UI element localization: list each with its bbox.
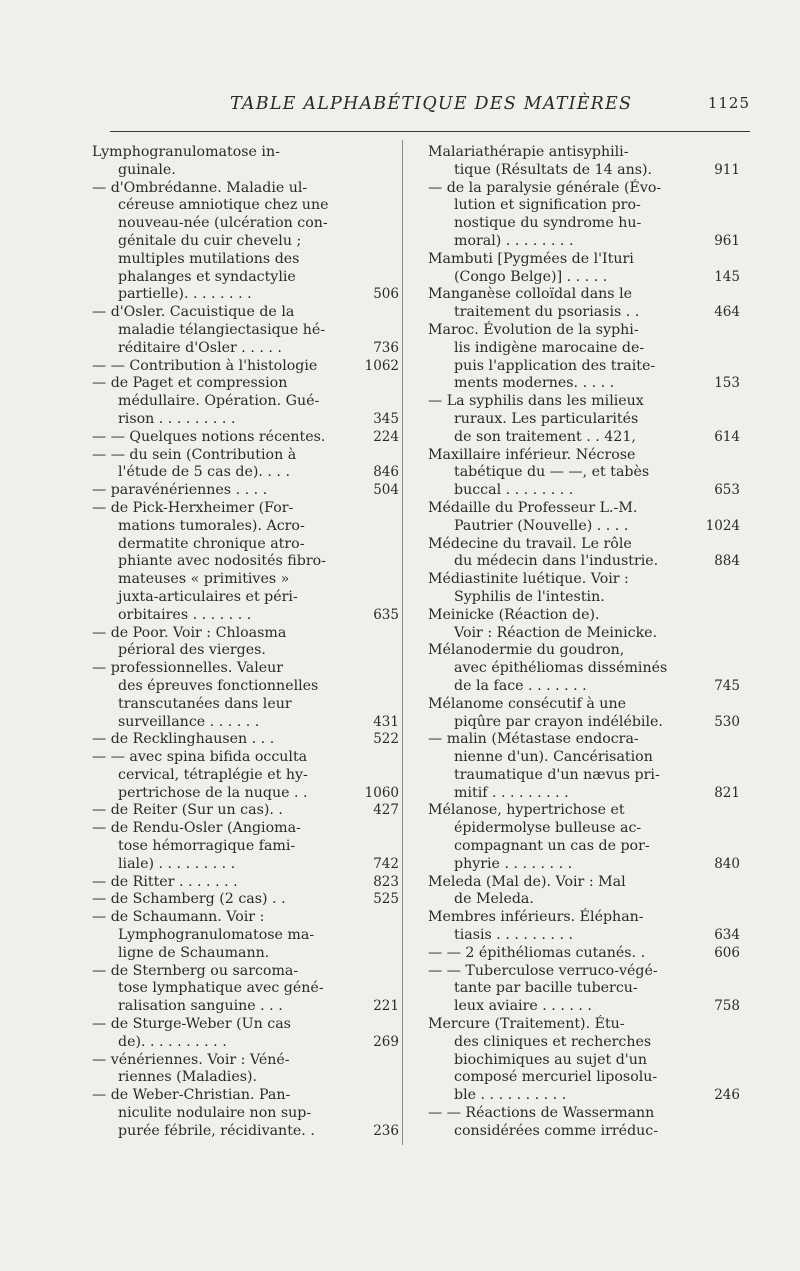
entry-line: Lymphogranulomatose ma- <box>118 927 315 944</box>
entry-line: Mélanome consécutif à une <box>428 695 626 712</box>
entry-line: — de Sternberg ou sarcoma- <box>92 962 299 979</box>
entry-line: Lymphogranulomatose in- <box>92 144 280 160</box>
index-entry <box>92 731 399 749</box>
entry-page-number: 522 <box>373 731 399 748</box>
entry-page-number: 269 <box>373 1033 399 1050</box>
entry-line: Maroc. Évolution de la syphi- <box>428 321 639 338</box>
entry-line: — — 2 épithéliomas cutanés. . <box>428 944 646 961</box>
entry-line: Meinicke (Réaction de). <box>428 606 600 623</box>
entry-line: pertrichose de la nuque . . <box>118 784 308 801</box>
entry-line: des cliniques et recherches <box>454 1033 652 1050</box>
index-entry <box>428 393 740 446</box>
entry-line: — — Contribution à l'histologie <box>92 357 318 374</box>
entry-line: — de Pick-Herxheimer (For- <box>92 499 294 516</box>
entry-line: Médiastinite luétique. Voir : <box>428 571 629 588</box>
entry-line: maladie télangiectasique hé- <box>118 321 326 338</box>
entry-line: — malin (Métastase endocra- <box>428 731 639 748</box>
entry-line: dermatite chronique atro- <box>118 535 305 552</box>
entry-line: (Congo Belge)] . . . . . <box>454 268 608 285</box>
entry-line: traitement du psoriasis . . <box>454 304 640 321</box>
entry-line: tabétique du — —, et tabès <box>454 464 650 481</box>
index-entry <box>92 144 364 180</box>
index-entry <box>428 642 740 695</box>
entry-line: composé mercuriel liposolu- <box>454 1069 658 1086</box>
entry-line: Malariathérapie antisyphili- <box>428 144 629 160</box>
entry-line: avec épithéliomas disséminés <box>454 660 668 677</box>
entry-line: lution et signification pro- <box>454 197 641 214</box>
entry-line: phalanges et syndactylie <box>118 268 296 285</box>
entry-line: — vénériennes. Voir : Véné- <box>92 1051 290 1068</box>
entry-line: Syphilis de l'intestin. <box>454 588 605 605</box>
entry-line: biochimiques au sujet d'un <box>454 1051 647 1068</box>
index-entry <box>428 802 740 873</box>
entry-line: orbitaires . . . . . . . <box>118 606 252 623</box>
entry-line: riennes (Maladies). <box>118 1069 258 1086</box>
entry-line: médullaire. Opération. Gué- <box>118 393 320 410</box>
entry-line: des épreuves fonctionnelles <box>118 677 319 694</box>
index-entry <box>428 321 740 393</box>
index-entry <box>92 375 399 428</box>
entry-page-number: 635 <box>373 606 399 623</box>
entry-line: Membres inférieurs. Éléphan- <box>428 909 644 926</box>
index-entry <box>428 179 740 251</box>
entry-line: ligne de Schaumann. <box>118 944 270 961</box>
entry-line: — de Rendu-Osler (Angioma- <box>92 820 301 837</box>
entry-page-number: 1060 <box>364 784 399 801</box>
entry-line: juxta-articulaires et péri- <box>118 588 298 605</box>
entry-line: Mambuti [Pygmées de l'Ituri <box>428 250 634 267</box>
entry-line: Médaille du Professeur L.-M. <box>428 499 638 516</box>
entry-line: de). . . . . . . . . . <box>118 1033 227 1050</box>
entry-line: rison . . . . . . . . . <box>118 410 236 427</box>
index-entry <box>428 1016 740 1105</box>
entry-line: — — avec spina bifida occulta <box>92 749 308 766</box>
entry-line: phyrie . . . . . . . . <box>454 855 573 872</box>
entry-page-number: 634 <box>714 927 740 944</box>
entry-line: Médecine du travail. Le rôle <box>428 535 632 552</box>
entry-page-number: 431 <box>373 713 399 730</box>
index-entry <box>428 446 740 500</box>
entry-line: ruraux. Les particularités <box>454 410 639 427</box>
entry-page-number: 961 <box>714 232 740 249</box>
entry-line: phiante avec nodosités fibro- <box>118 553 326 570</box>
entry-line: — de Schamberg (2 cas) . . <box>92 891 286 908</box>
entry-line: ments modernes. . . . . <box>454 375 615 392</box>
entry-line: partielle). . . . . . . . <box>118 286 252 303</box>
header-rule <box>110 131 750 132</box>
entry-page-number: 840 <box>714 855 740 872</box>
index-entry <box>92 891 399 909</box>
entry-page-number: 224 <box>373 428 399 445</box>
entry-line: transcutanées dans leur <box>118 695 292 712</box>
entry-line: périoral des vierges. <box>118 642 266 659</box>
entry-page-number: 506 <box>373 286 399 303</box>
index-entry <box>428 144 740 180</box>
index-entry <box>92 304 399 357</box>
index-entry <box>428 874 680 910</box>
entry-page-number: 530 <box>714 713 740 730</box>
index-entry <box>92 909 364 962</box>
entry-line: — de Sturge-Weber (Un cas <box>92 1016 291 1033</box>
index-entry <box>92 962 399 1016</box>
index-entry <box>92 625 364 661</box>
index-entry <box>92 179 399 305</box>
entry-page-number: 1062 <box>364 357 399 374</box>
entry-page-number: 464 <box>714 304 740 321</box>
entry-page-number: 846 <box>373 464 399 481</box>
entry-line: mitif . . . . . . . . . <box>454 784 569 801</box>
index-entry <box>428 607 680 643</box>
entry-page-number: 427 <box>373 802 399 819</box>
entry-line: niculite nodulaire non sup- <box>118 1105 312 1122</box>
entry-line: réditaire d'Osler . . . . . <box>118 339 282 356</box>
index-entry <box>92 749 399 802</box>
entry-line: céreuse amniotique chez une <box>118 197 329 214</box>
index-entry <box>428 695 740 732</box>
index-entry <box>428 250 740 287</box>
entry-line: cervical, tétraplégie et hy- <box>118 766 308 783</box>
entry-line: génitale du cuir chevelu ; <box>118 232 302 249</box>
entry-page-number: 742 <box>373 855 399 872</box>
entry-line: tose hémorragique fami- <box>118 838 296 855</box>
entry-line: épidermolyse bulleuse ac- <box>454 820 642 837</box>
index-entry <box>92 446 399 483</box>
entry-line: considérées comme irréduc- <box>454 1122 659 1139</box>
index-entry <box>92 499 399 625</box>
entry-line: piqûre par crayon indélébile. <box>454 713 663 730</box>
entry-line: — de Schaumann. Voir : <box>92 909 265 926</box>
entry-line: buccal . . . . . . . . <box>454 482 574 499</box>
entry-line: liale) . . . . . . . . . <box>118 855 236 872</box>
entry-page-number: 504 <box>373 482 399 499</box>
index-entry <box>428 571 680 607</box>
entry-page-number: 745 <box>714 677 740 694</box>
entry-line: du médecin dans l'industrie. <box>454 553 659 570</box>
column-divider <box>402 140 403 1145</box>
entry-line: tose lymphatique avec géné- <box>118 980 324 997</box>
entry-line: Maxillaire inférieur. Nécrose <box>428 446 636 463</box>
index-entry <box>428 1105 680 1141</box>
entry-line: Manganèse colloïdal dans le <box>428 286 633 303</box>
entry-page-number: 614 <box>714 428 740 445</box>
left-column <box>92 144 399 1141</box>
entry-page-number: 525 <box>373 891 399 908</box>
running-title: TABLE ALPHABÉTIQUE DES MATIÈRES <box>230 94 633 114</box>
index-entry <box>428 944 740 963</box>
entry-line: nostique du syndrome hu- <box>454 215 642 232</box>
entry-line: traumatique d'un nævus pri- <box>454 766 660 783</box>
index-entry <box>428 499 740 536</box>
index-entry <box>428 286 740 322</box>
entry-line: — paravénériennes . . . . <box>92 482 268 499</box>
entry-page-number: 758 <box>714 998 740 1015</box>
index-entry <box>92 802 399 820</box>
entry-line: Voir : Réaction de Meinicke. <box>454 624 658 641</box>
entry-line: — d'Ombrédanne. Maladie ul- <box>92 179 308 196</box>
index-entry <box>428 962 740 1016</box>
entry-line: purée fébrile, récidivante. . <box>118 1122 315 1139</box>
entry-page-number: 145 <box>714 268 740 285</box>
entry-page-number: 221 <box>373 998 399 1015</box>
right-column <box>428 144 740 1141</box>
entry-line: — — Tuberculose verruco-végé- <box>428 962 658 979</box>
entry-page-number: 911 <box>714 161 740 178</box>
entry-line: — La syphilis dans les milieux <box>428 393 644 410</box>
entry-line: — de Recklinghausen . . . <box>92 731 275 748</box>
entry-line: leux aviaire . . . . . . <box>454 998 592 1015</box>
index-entry <box>92 1087 399 1140</box>
entry-line: — d'Osler. Cacuistique de la <box>92 304 295 321</box>
entry-page-number: 345 <box>373 410 399 427</box>
index-entry <box>428 731 740 802</box>
entry-line: ble . . . . . . . . . . <box>454 1087 567 1104</box>
index-entry <box>428 535 740 572</box>
entry-line: Mélanodermie du goudron, <box>428 642 625 659</box>
entry-line: tante par bacille tubercu- <box>454 980 638 997</box>
index-entry <box>92 820 399 873</box>
entry-line: — professionnelles. Valeur <box>92 660 284 677</box>
entry-line: — de la paralysie générale (Évo- <box>428 179 662 196</box>
index-entry <box>92 873 399 892</box>
page-number: 1125 <box>707 94 750 112</box>
entry-line: nouveau-née (ulcération con- <box>118 215 328 232</box>
entry-line: — de Weber-Christian. Pan- <box>92 1087 291 1104</box>
entry-page-number: 236 <box>373 1122 399 1139</box>
index-entry <box>92 428 399 447</box>
entry-line: — de Poor. Voir : Chloasma <box>92 624 287 641</box>
entry-line: — de Ritter . . . . . . . <box>92 873 238 890</box>
entry-page-number: 606 <box>714 944 740 961</box>
entry-line: — — Réactions de Wassermann <box>428 1105 655 1122</box>
entry-page-number: 821 <box>714 784 740 801</box>
entry-line: Pautrier (Nouvelle) . . . . <box>454 517 629 534</box>
page-header <box>110 94 750 124</box>
entry-line: l'étude de 5 cas de). . . . <box>118 464 290 481</box>
entry-line: de Meleda. <box>454 891 534 908</box>
entry-line: multiples mutilations des <box>118 250 300 267</box>
entry-line: Meleda (Mal de). Voir : Mal <box>428 873 626 890</box>
entry-line: lis indigène marocaine de- <box>454 339 645 356</box>
entry-page-number: 1024 <box>705 517 740 534</box>
entry-page-number: 884 <box>714 553 740 570</box>
entry-line: Mercure (Traitement). Étu- <box>428 1016 625 1033</box>
entry-page-number: 736 <box>373 339 399 356</box>
index-entry <box>92 1052 364 1088</box>
entry-line: tique (Résultats de 14 ans). <box>454 161 653 178</box>
entry-line: de son traitement . . 421, <box>454 428 636 445</box>
entry-line: nienne d'un). Cancérisation <box>454 749 653 766</box>
entry-line: de la face . . . . . . . <box>454 677 587 694</box>
entry-line: Mélanose, hypertrichose et <box>428 802 625 819</box>
index-entry <box>92 1016 399 1052</box>
entry-line: mations tumorales). Acro- <box>118 517 305 534</box>
entry-line: compagnant un cas de por- <box>454 838 650 855</box>
entry-line: mateuses « primitives » <box>118 571 290 588</box>
entry-line: ralisation sanguine . . . <box>118 998 283 1015</box>
index-entry <box>92 660 399 731</box>
entry-line: — — du sein (Contribution à <box>92 446 297 463</box>
entry-line: guinale. <box>118 161 176 178</box>
entry-line: — — Quelques notions récentes. <box>92 428 326 445</box>
entry-line: surveillance . . . . . . <box>118 713 260 730</box>
index-entry <box>92 482 399 500</box>
entry-line: tiasis . . . . . . . . . <box>454 927 573 944</box>
entry-line: moral) . . . . . . . . <box>454 232 574 249</box>
entry-page-number: 653 <box>714 482 740 499</box>
entry-line: — de Paget et compression <box>92 375 288 392</box>
entry-line: — de Reiter (Sur un cas). . <box>92 802 283 819</box>
entry-page-number: 246 <box>714 1087 740 1104</box>
entry-page-number: 823 <box>373 873 399 890</box>
index-entry <box>428 909 740 945</box>
entry-line: puis l'application des traite- <box>454 357 656 374</box>
entry-page-number: 153 <box>714 375 740 392</box>
index-entry <box>92 357 399 376</box>
